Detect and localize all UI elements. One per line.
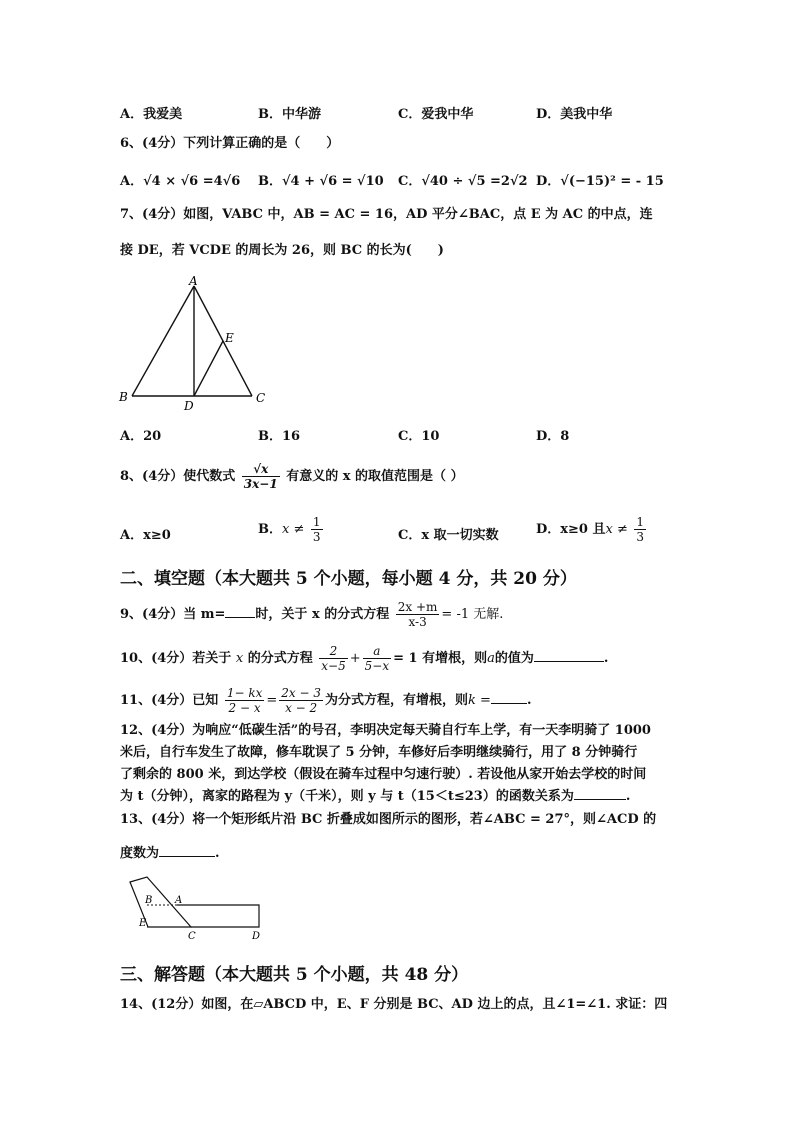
q11-fraction-2: $\frac{2x - 3}{x - 2}$ — [281, 686, 322, 715]
q5-option-d: D．美我中华 — [536, 107, 613, 122]
q7-option-d: D．8 — [536, 429, 570, 444]
q6-option-d: D．√(−15)² = - 15 — [536, 174, 664, 189]
q11-answer-blank[interactable] — [491, 691, 527, 704]
q13-label-b: B — [145, 895, 153, 906]
q8-stem — [120, 462, 464, 491]
q13-label-c: C — [188, 931, 196, 942]
q7-triangle-figure — [110, 272, 280, 417]
q6-option-c: C．√40 ÷ √5 =2√2 — [398, 174, 528, 189]
q8-option-b: B．x ≠ $\frac{1}{3}$ — [258, 515, 321, 544]
q5-option-c: C．爱我中华 — [398, 107, 474, 122]
q9-fraction: $\frac{2x +m}{x-3}$ — [397, 600, 438, 629]
q7-option-a: A．20 — [120, 429, 162, 444]
q6-stem: 6、(4分）下列计算正确的是（ ） — [120, 136, 340, 151]
q7-label-e: E — [225, 331, 234, 345]
q11-fraction-1: $\frac{1- kx}{2 - x}$ — [226, 686, 263, 715]
q13-label-a: A — [175, 895, 183, 906]
q8-option-a: A．x≥0 — [120, 528, 171, 543]
q7-label-c: C — [256, 391, 266, 405]
q13-line1: 13、(4分）将一个矩形纸片沿 BC 折叠成如图所示的图形，若∠ABC = 27°，则∠ACD 的 — [120, 812, 657, 827]
q8-option-c: C．x 取一切实数 — [398, 528, 499, 543]
q7-label-a: A — [189, 274, 198, 288]
q7-option-c: C．10 — [398, 429, 440, 444]
section-heading-solutions: 三、解答题（本大题共 5 个小题，共 48 分） — [120, 965, 469, 985]
q8-fraction: $\frac{√x}{3x-1}$ — [243, 462, 278, 491]
q10-answer-blank[interactable] — [534, 649, 604, 662]
q8-stem-prefix: 8、(4分）使代数式 — [120, 469, 236, 484]
q7-stem-line1: 7、(4分）如图，VABC 中，AB = AC = 16，AD 平分∠BAC，点 E 为 AC 的中点，连 — [120, 207, 653, 222]
q13-answer-blank[interactable] — [159, 844, 215, 857]
q13-label-e: E — [139, 918, 147, 929]
q12-line2: 米后，自行车发生了故障，修车耽误了 5 分钟，车修好后李明继续骑行，用了 8 分钟骑行 — [120, 745, 638, 760]
q7-label-d: D — [184, 399, 194, 413]
q8-stem-suffix: 有意义的 x 的取值范围是（ ） — [286, 469, 464, 484]
q10-fraction-2: $\frac{a}{5-x}$ — [364, 644, 390, 673]
q8-option-d: D．x≥0 且x ≠ $\frac{1}{3}$ — [536, 515, 645, 544]
q7-option-b: B．16 — [258, 429, 301, 444]
q13-line2: 度数为 . — [120, 846, 220, 861]
q6-option-a: A．√4 × √6 =4√6 — [120, 174, 241, 189]
q14-line1: 14、(12分）如图，在▱ABCD 中，E、F 分别是 BC、AD 边上的点，且∠1=∠1. 求证：四 — [120, 997, 668, 1012]
section-heading-fill-in: 二、填空题（本大题共 5 个小题，每小题 4 分，共 20 分） — [120, 569, 577, 589]
q9-answer-blank[interactable] — [225, 605, 255, 618]
q13-label-d: D — [252, 931, 261, 942]
q12-line1: 12、(4分）为响应“低碳生活”的号召，李明决定每天骑自行车上学，有一天李明骑了 1000 — [120, 723, 651, 738]
q6-option-b: B．√4 + √6 = √10 — [258, 174, 384, 189]
q12-line4: 为 t（分钟），离家的路程为 y（千米），则 y 与 t（15＜t≤23）的函数关系为 . — [120, 789, 631, 804]
q5-option-a: A．我爱美 — [120, 107, 183, 122]
q9-stem: 9、(4分）当 m= 时，关于 x 的分式方程 $\frac{2x +m}{x-3}$ = -1 无解. — [120, 600, 504, 629]
q12-answer-blank[interactable] — [574, 787, 626, 800]
q12-line3: 了剩余的 800 米，到达学校（假设在骑车过程中匀速行驶）. 若设他从家开始去学校的时间 — [120, 767, 647, 782]
q10-stem: 10、(4分）若关于 x 的分式方程 $\frac{2}{x-5}$ + $\frac{a}{5-x}$ = 1 有增根，则a的值为 . — [120, 644, 609, 673]
q5-option-b: B．中华游 — [258, 107, 321, 122]
q7-label-b: B — [119, 390, 128, 404]
q10-fraction-1: $\frac{2}{x-5}$ — [321, 644, 346, 673]
q7-stem-line2: 接 DE，若 VCDE 的周长为 26，则 BC 的长为( ) — [120, 243, 444, 258]
q11-stem: 11、(4分）已知 $\frac{1- kx}{2 - x}$ = $\frac{2x - 3}{x - 2}$ 为分式方程，有增根，则k = . — [120, 686, 532, 715]
q13-folded-paper-figure — [125, 868, 275, 948]
